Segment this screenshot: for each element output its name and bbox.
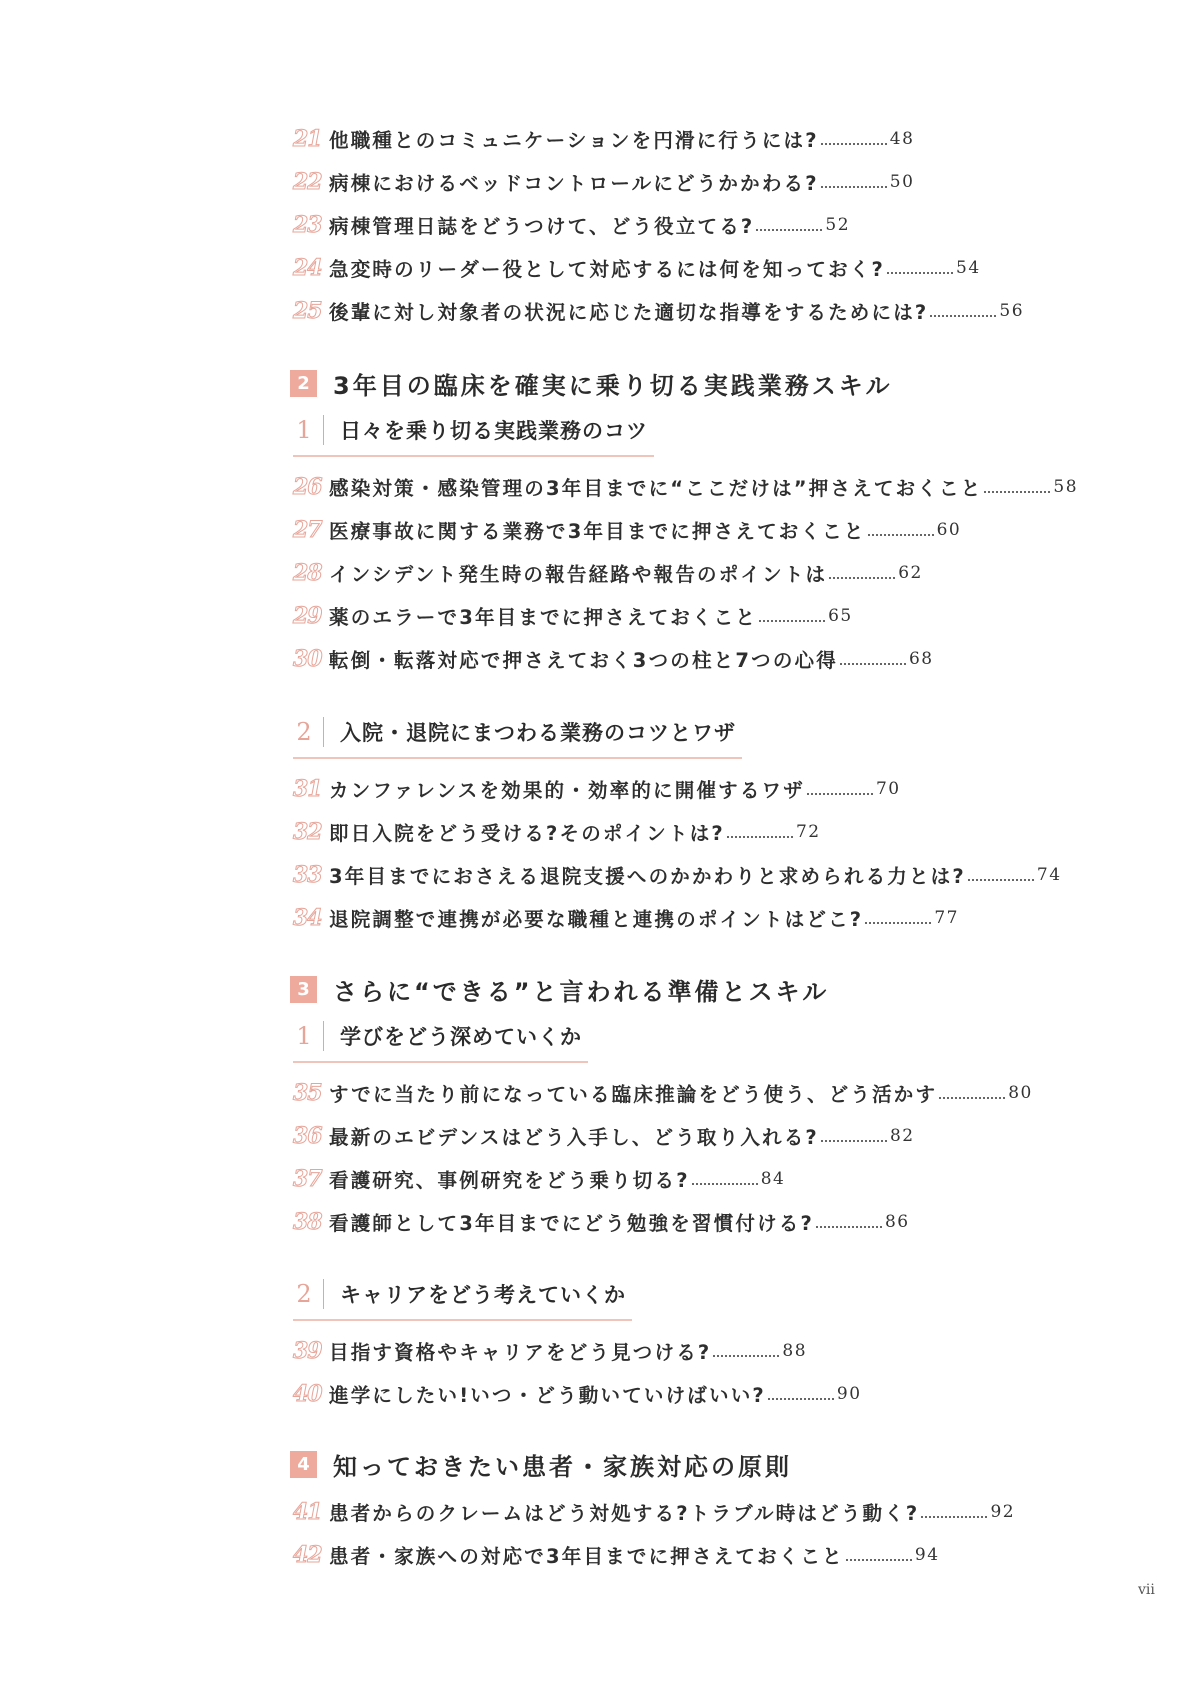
entry-page-number: 94	[914, 1545, 940, 1565]
toc-entry[interactable]	[293, 1377, 862, 1411]
page-folio: vii	[1138, 1582, 1155, 1598]
chapter-number-badge: 2	[290, 370, 317, 397]
entry-title: 医療事故に関する業務で3年目までに押さえておくこと	[329, 520, 866, 543]
toc-entry[interactable]	[293, 858, 1062, 892]
entry-page-number: 80	[1008, 1083, 1033, 1103]
section-number: 2	[296, 718, 312, 746]
entry-number: 29	[293, 603, 322, 629]
entry-page-number: 72	[795, 822, 821, 842]
toc-entry[interactable]	[293, 1495, 1015, 1529]
toc-entry[interactable]	[293, 1205, 910, 1239]
entry-number: 37	[293, 1166, 322, 1192]
entry-number: 23	[293, 212, 322, 238]
entry-title: 病棟管理日誌をどうつけて、どう役立てる?	[329, 215, 755, 238]
entry-page-number: 82	[889, 1126, 915, 1146]
entry-title: 急変時のリーダー役として対応するには何を知っておく?	[329, 258, 886, 281]
toc-entry[interactable]	[293, 1334, 807, 1368]
dot-leader	[984, 491, 1050, 493]
entry-page-number: 92	[990, 1502, 1016, 1522]
chapter-number-badge: 4	[290, 1451, 317, 1478]
entry-number: 38	[293, 1209, 322, 1235]
entry-title: 退院調整で連携が必要な職種と連携のポイントはどこ?	[329, 908, 864, 931]
entry-title: 看護師として3年目までにどう勉強を習慣付ける?	[329, 1212, 814, 1235]
entry-title: 看護研究、事例研究をどう乗り切る?	[329, 1169, 690, 1192]
dot-leader	[821, 1140, 887, 1142]
entry-number: 32	[293, 819, 322, 845]
section-title: 入院・退院にまつわる業務のコツとワザ	[340, 721, 736, 745]
dot-leader	[968, 879, 1034, 881]
entry-number: 21	[293, 126, 322, 152]
section-divider	[323, 1021, 324, 1051]
section-heading	[293, 1274, 632, 1321]
entry-title: 即日入院をどう受ける?そのポイントは?	[329, 822, 725, 845]
entry-title: 他職種とのコミュニケーションを円滑に行うには?	[329, 129, 819, 152]
entry-page-number: 86	[884, 1212, 910, 1232]
entry-title: 転倒・転落対応で押さえておく3つの柱と7つの心得	[329, 649, 838, 672]
entry-number: 39	[293, 1338, 322, 1364]
section-divider	[323, 717, 324, 747]
entry-page-number: 48	[889, 129, 915, 149]
dot-leader	[759, 620, 825, 622]
dot-leader	[692, 1183, 758, 1185]
dot-leader	[713, 1355, 779, 1357]
entry-page-number: 56	[999, 301, 1025, 321]
entry-title: 進学にしたい!いつ・どう動いていけばいい?	[329, 1384, 766, 1407]
chapter-title: さらに“できる”と言われる準備とスキル	[333, 977, 830, 1006]
entry-title: 3年目までにおさえる退院支援へのかかわりと求められる力とは?	[329, 865, 966, 888]
dot-leader	[816, 1226, 882, 1228]
section-number: 1	[296, 1022, 312, 1050]
toc-entry[interactable]	[293, 165, 914, 199]
section-number: 2	[296, 1280, 312, 1308]
chapter-heading	[290, 972, 829, 1006]
entry-number: 28	[293, 560, 322, 586]
dot-leader	[768, 1398, 834, 1400]
section-divider	[323, 415, 324, 445]
entry-number: 24	[293, 255, 322, 281]
entry-number: 42	[293, 1542, 322, 1568]
section-heading	[293, 410, 654, 457]
dot-leader	[756, 229, 822, 231]
entry-page-number: 68	[908, 649, 934, 669]
toc-entry[interactable]	[293, 772, 901, 806]
dot-leader	[887, 272, 953, 274]
entry-number: 40	[293, 1381, 322, 1407]
entry-page-number: 50	[889, 172, 915, 192]
entry-page-number: 84	[760, 1169, 786, 1189]
chapter-title: 知っておきたい患者・家族対応の原則	[333, 1452, 792, 1481]
dot-leader	[727, 836, 793, 838]
dot-leader	[840, 663, 906, 665]
toc-entry[interactable]	[293, 294, 1024, 328]
entry-page-number: 70	[875, 779, 901, 799]
entry-title: 後輩に対し対象者の状況に応じた適切な指導をするためには?	[329, 301, 929, 324]
entry-page-number: 52	[825, 215, 851, 235]
entry-number: 27	[293, 517, 322, 543]
toc-entry[interactable]	[293, 208, 850, 242]
entry-number: 31	[293, 776, 322, 802]
entry-page-number: 62	[898, 563, 923, 583]
dot-leader	[868, 534, 934, 536]
chapter-heading	[290, 1447, 792, 1481]
entry-title: 患者からのクレームはどう対処する?トラブル時はどう動く?	[329, 1502, 920, 1525]
chapter-heading	[290, 366, 892, 400]
entry-number: 35	[293, 1080, 322, 1106]
entry-title: 最新のエビデンスはどう入手し、どう取り入れる?	[329, 1126, 819, 1149]
entry-number: 34	[293, 905, 322, 931]
entry-page-number: 60	[936, 520, 962, 540]
entry-page-number: 58	[1053, 477, 1079, 497]
section-number: 1	[296, 416, 312, 444]
section-title: 日々を乗り切る実践業務のコツ	[340, 419, 648, 443]
entry-page-number: 90	[836, 1384, 862, 1404]
dot-leader	[865, 922, 931, 924]
section-title: キャリアをどう考えていくか	[340, 1283, 626, 1307]
entry-number: 25	[293, 298, 322, 324]
toc-entry[interactable]	[293, 642, 934, 676]
toc-entry[interactable]	[293, 251, 981, 285]
entry-number: 22	[293, 169, 322, 195]
section-heading	[293, 1016, 588, 1063]
toc-entry[interactable]	[293, 513, 961, 547]
dot-leader	[829, 577, 895, 579]
toc-entry[interactable]	[293, 1538, 940, 1572]
toc-entry[interactable]	[293, 1119, 915, 1153]
chapter-title: 3年目の臨床を確実に乗り切る実践業務スキル	[333, 371, 893, 400]
toc-entry[interactable]	[293, 122, 914, 156]
entry-number: 33	[293, 862, 322, 888]
toc-entry[interactable]	[293, 599, 853, 633]
dot-leader	[921, 1516, 987, 1518]
dot-leader	[939, 1097, 1005, 1099]
dot-leader	[821, 186, 887, 188]
chapter-number-badge: 3	[290, 976, 317, 1003]
entry-title: 薬のエラーで3年目までに押さえておくこと	[329, 606, 758, 629]
entry-title: 目指す資格やキャリアをどう見つける?	[329, 1341, 712, 1364]
entry-title: カンファレンスを効果的・効率的に開催するワザ	[329, 779, 805, 802]
dot-leader	[930, 315, 996, 317]
dot-leader	[821, 143, 887, 145]
entry-page-number: 74	[1036, 865, 1062, 885]
entry-title: すでに当たり前になっている臨床推論をどう使う、どう活かす	[329, 1083, 938, 1106]
toc-entry[interactable]	[293, 470, 1078, 504]
entry-page-number: 65	[828, 606, 853, 626]
toc-entry[interactable]	[293, 1162, 785, 1196]
dot-leader	[846, 1559, 912, 1561]
toc-entry[interactable]	[293, 556, 923, 590]
entry-title: 感染対策・感染管理の3年目までに“ここだけは”押さえておくこと	[329, 477, 983, 500]
section-divider	[323, 1279, 324, 1309]
entry-number: 36	[293, 1123, 322, 1149]
entry-number: 30	[293, 646, 322, 672]
toc-entry[interactable]	[293, 815, 821, 849]
dot-leader	[807, 793, 873, 795]
entry-title: 患者・家族への対応で3年目までに押さえておくこと	[329, 1545, 844, 1568]
toc-entry[interactable]	[293, 901, 959, 935]
section-heading	[293, 712, 742, 759]
entry-title: 病棟におけるベッドコントロールにどうかかわる?	[329, 172, 819, 195]
entry-number: 41	[293, 1499, 322, 1525]
entry-number: 26	[293, 474, 322, 500]
entry-page-number: 77	[934, 908, 959, 928]
entry-title: インシデント発生時の報告経路や報告のポイントは	[329, 563, 828, 586]
section-title: 学びをどう深めていくか	[340, 1025, 582, 1049]
toc-entry[interactable]	[293, 1076, 1033, 1110]
entry-page-number: 54	[956, 258, 981, 278]
entry-page-number: 88	[782, 1341, 808, 1361]
